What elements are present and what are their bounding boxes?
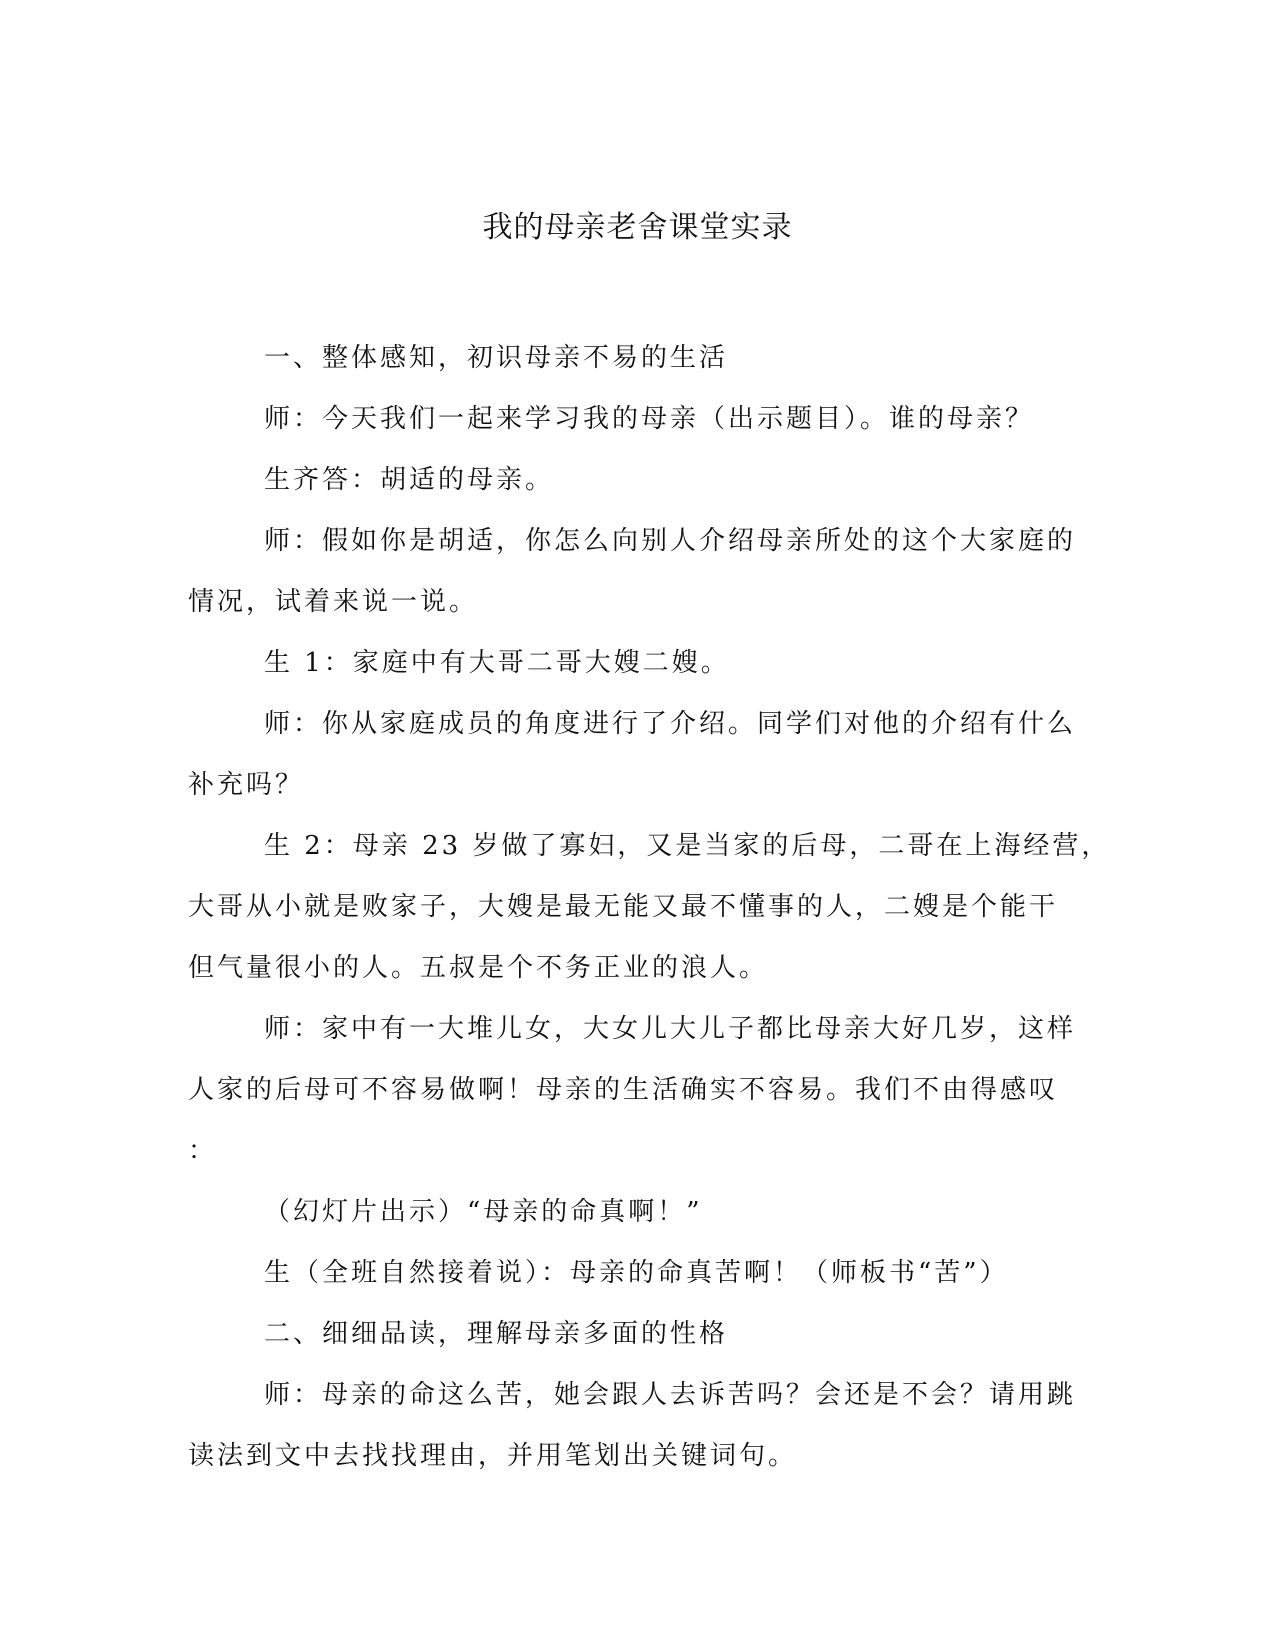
paragraph-line: 但气量很小的人。五叔是个不务正业的浪人。 — [188, 953, 769, 983]
document-title: 我的母亲老舍课堂实录 — [482, 210, 793, 245]
paragraph-line: 师：今天我们一起来学习我的母亲（出示题目）。谁的母亲？ — [264, 404, 1035, 434]
paragraph-line: 生（全班自然接着说）：母亲的命真苦啊！（师板书“苦”） — [264, 1258, 1009, 1288]
paragraph-line: 大哥从小就是败家子，大嫂是最无能又最不懂事的人，二嫂是个能干 — [188, 892, 1059, 922]
paragraph-line: ： — [188, 1136, 218, 1166]
paragraph-line: 补充吗？ — [188, 770, 305, 800]
paragraph-line: 生 2：母亲 23 岁做了寡妇，又是当家的后母，二哥在上海经营， — [264, 831, 1111, 861]
paragraph-line: 人家的后母可不容易做啊！母亲的生活确实不容易。我们不由得感叹 — [188, 1075, 1059, 1105]
paragraph-line: 生 1：家庭中有大哥二哥大嫂二嫂。 — [264, 648, 730, 678]
paragraph-line: 读法到文中去找找理由，并用笔划出关键词句。 — [188, 1441, 798, 1471]
paragraph-line: 师：假如你是胡适，你怎么向别人介绍母亲所处的这个大家庭的 — [264, 526, 1077, 556]
paragraph-line: 情况，试着来说一说。 — [188, 587, 479, 617]
section-heading-2: 二、细细品读，理解母亲多面的性格 — [264, 1319, 729, 1349]
paragraph-line: 师：你从家庭成员的角度进行了介绍。同学们对他的介绍有什么 — [264, 709, 1077, 739]
document-body — [188, 328, 1111, 1487]
paragraph-line: （幻灯片出示）“母亲的命真啊！” — [264, 1197, 703, 1227]
paragraph-line: 生齐答：胡适的母亲。 — [264, 465, 555, 495]
section-heading-1: 一、整体感知，初识母亲不易的生活 — [264, 343, 729, 373]
paragraph-line: 师：家中有一大堆儿女，大女儿大儿子都比母亲大好几岁，这样 — [264, 1014, 1077, 1044]
paragraph-line: 师：母亲的命这么苦，她会跟人去诉苦吗？会还是不会？请用跳 — [264, 1380, 1077, 1410]
